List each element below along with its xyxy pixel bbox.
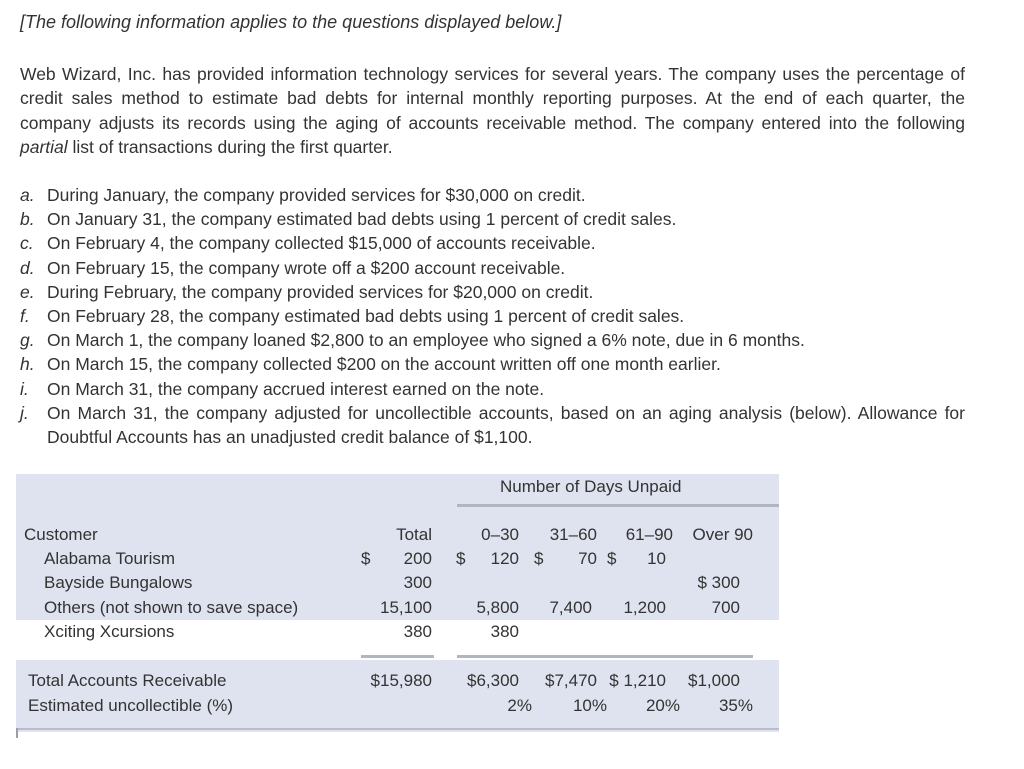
total-label: Total Accounts Receivable — [28, 671, 227, 690]
total-rule — [361, 655, 434, 658]
col-customer: Customer — [24, 525, 98, 544]
transaction-list — [20, 183, 965, 449]
instructions-header: [The following information applies to the questions displayed below.] — [20, 12, 562, 32]
pct-0-30: 2% — [507, 696, 532, 715]
customer-name: Xciting Xcursions — [44, 622, 175, 641]
list-item: a. During January, the company provided services for $30,000 on credit. — [20, 185, 586, 205]
list-item: e. During February, the company provided services for $20,000 on credit. — [20, 281, 594, 302]
row-total: 15,100 — [380, 598, 432, 617]
row-31-60: 70 — [578, 549, 597, 568]
total-over-90: $1,000 — [688, 671, 740, 690]
customer-name: Others (not shown to save space) — [44, 598, 299, 617]
dollar-sign: $ — [607, 549, 617, 568]
list-item: h. On March 15, the company collected $200 on the account written off one month earlier. — [20, 354, 721, 375]
col-61-90: 61–90 — [625, 525, 673, 544]
total-rule-days — [457, 655, 753, 658]
customer-name: Alabama Tourism — [44, 549, 176, 568]
list-item: c. On February 4, the company collected $15,000 of accounts receivable. — [20, 233, 596, 254]
customer-name: Bayside Bungalows — [44, 573, 193, 592]
total-total: $15,980 — [370, 671, 432, 690]
list-item: g. On March 1, the company loaned $2,800 to an employee who signed a 6% note, due in 6 months. — [20, 330, 805, 351]
row-total: 200 — [403, 549, 432, 568]
row-0-30: 5,800 — [476, 598, 519, 617]
dollar-sign: $ — [534, 549, 544, 568]
list-item: d. On February 15, the company wrote off a $200 account receivable. — [20, 257, 566, 278]
list-item: i. On March 31, the company accrued interest earned on the note. — [20, 378, 545, 399]
bottom-tick — [16, 728, 18, 738]
dollar-sign: $ — [456, 549, 466, 568]
total-31-60: $7,470 — [545, 671, 597, 690]
col-0-30: 0–30 — [481, 525, 519, 544]
row-31-60: 7,400 — [549, 598, 592, 617]
col-over-90: Over 90 — [692, 525, 753, 544]
dollar-sign: $ — [361, 549, 371, 568]
bottom-rule — [16, 728, 779, 730]
pct-label: Estimated uncollectible (%) — [28, 696, 234, 715]
row-61-90: 10 — [647, 549, 666, 568]
total-61-90: $ 1,210 — [609, 671, 666, 690]
problem-intro: Web Wizard, Inc. has provided information technology services for several years. The company uses the percentage of credit sales method to estimate bad debts for internal monthly reporting purposes. At the end of each quarter, the company adjusts its records using the aging of accounts receivable method. The company entered into the following partial list of transactions during the first quarter. — [20, 64, 965, 157]
row-0-30: 120 — [490, 549, 519, 568]
days-unpaid-header: Number of Days Unpaid — [500, 477, 682, 496]
col-total: Total — [396, 525, 432, 544]
pct-31-60: 10% — [572, 696, 607, 715]
aging-table — [16, 474, 779, 736]
col-31-60: 31–60 — [549, 525, 597, 544]
group-header-rule — [457, 504, 779, 507]
table-bottom-spacer — [16, 732, 779, 736]
row-over-90: 700 — [711, 598, 740, 617]
total-0-30: $6,300 — [467, 671, 519, 690]
row-total: 300 — [403, 573, 432, 592]
pct-over-90: 35% — [718, 696, 753, 715]
list-item: j. On March 31, the company adjusted for uncollectible accounts, based on an aging analysis (below). Allowance for Doubtful Accounts has an unadjusted credit balance of $1,100. — [20, 402, 965, 448]
list-item: b. On January 31, the company estimated bad debts using 1 percent of credit sales. — [20, 209, 677, 230]
list-item: f. On February 28, the company estimated bad debts using 1 percent of credit sales. — [20, 306, 685, 327]
row-0-30: 380 — [490, 622, 519, 641]
row-61-90: 1,200 — [623, 598, 666, 617]
row-over-90: $ 300 — [697, 573, 740, 592]
pct-61-90: 20% — [645, 696, 680, 715]
row-total: 380 — [403, 622, 432, 641]
